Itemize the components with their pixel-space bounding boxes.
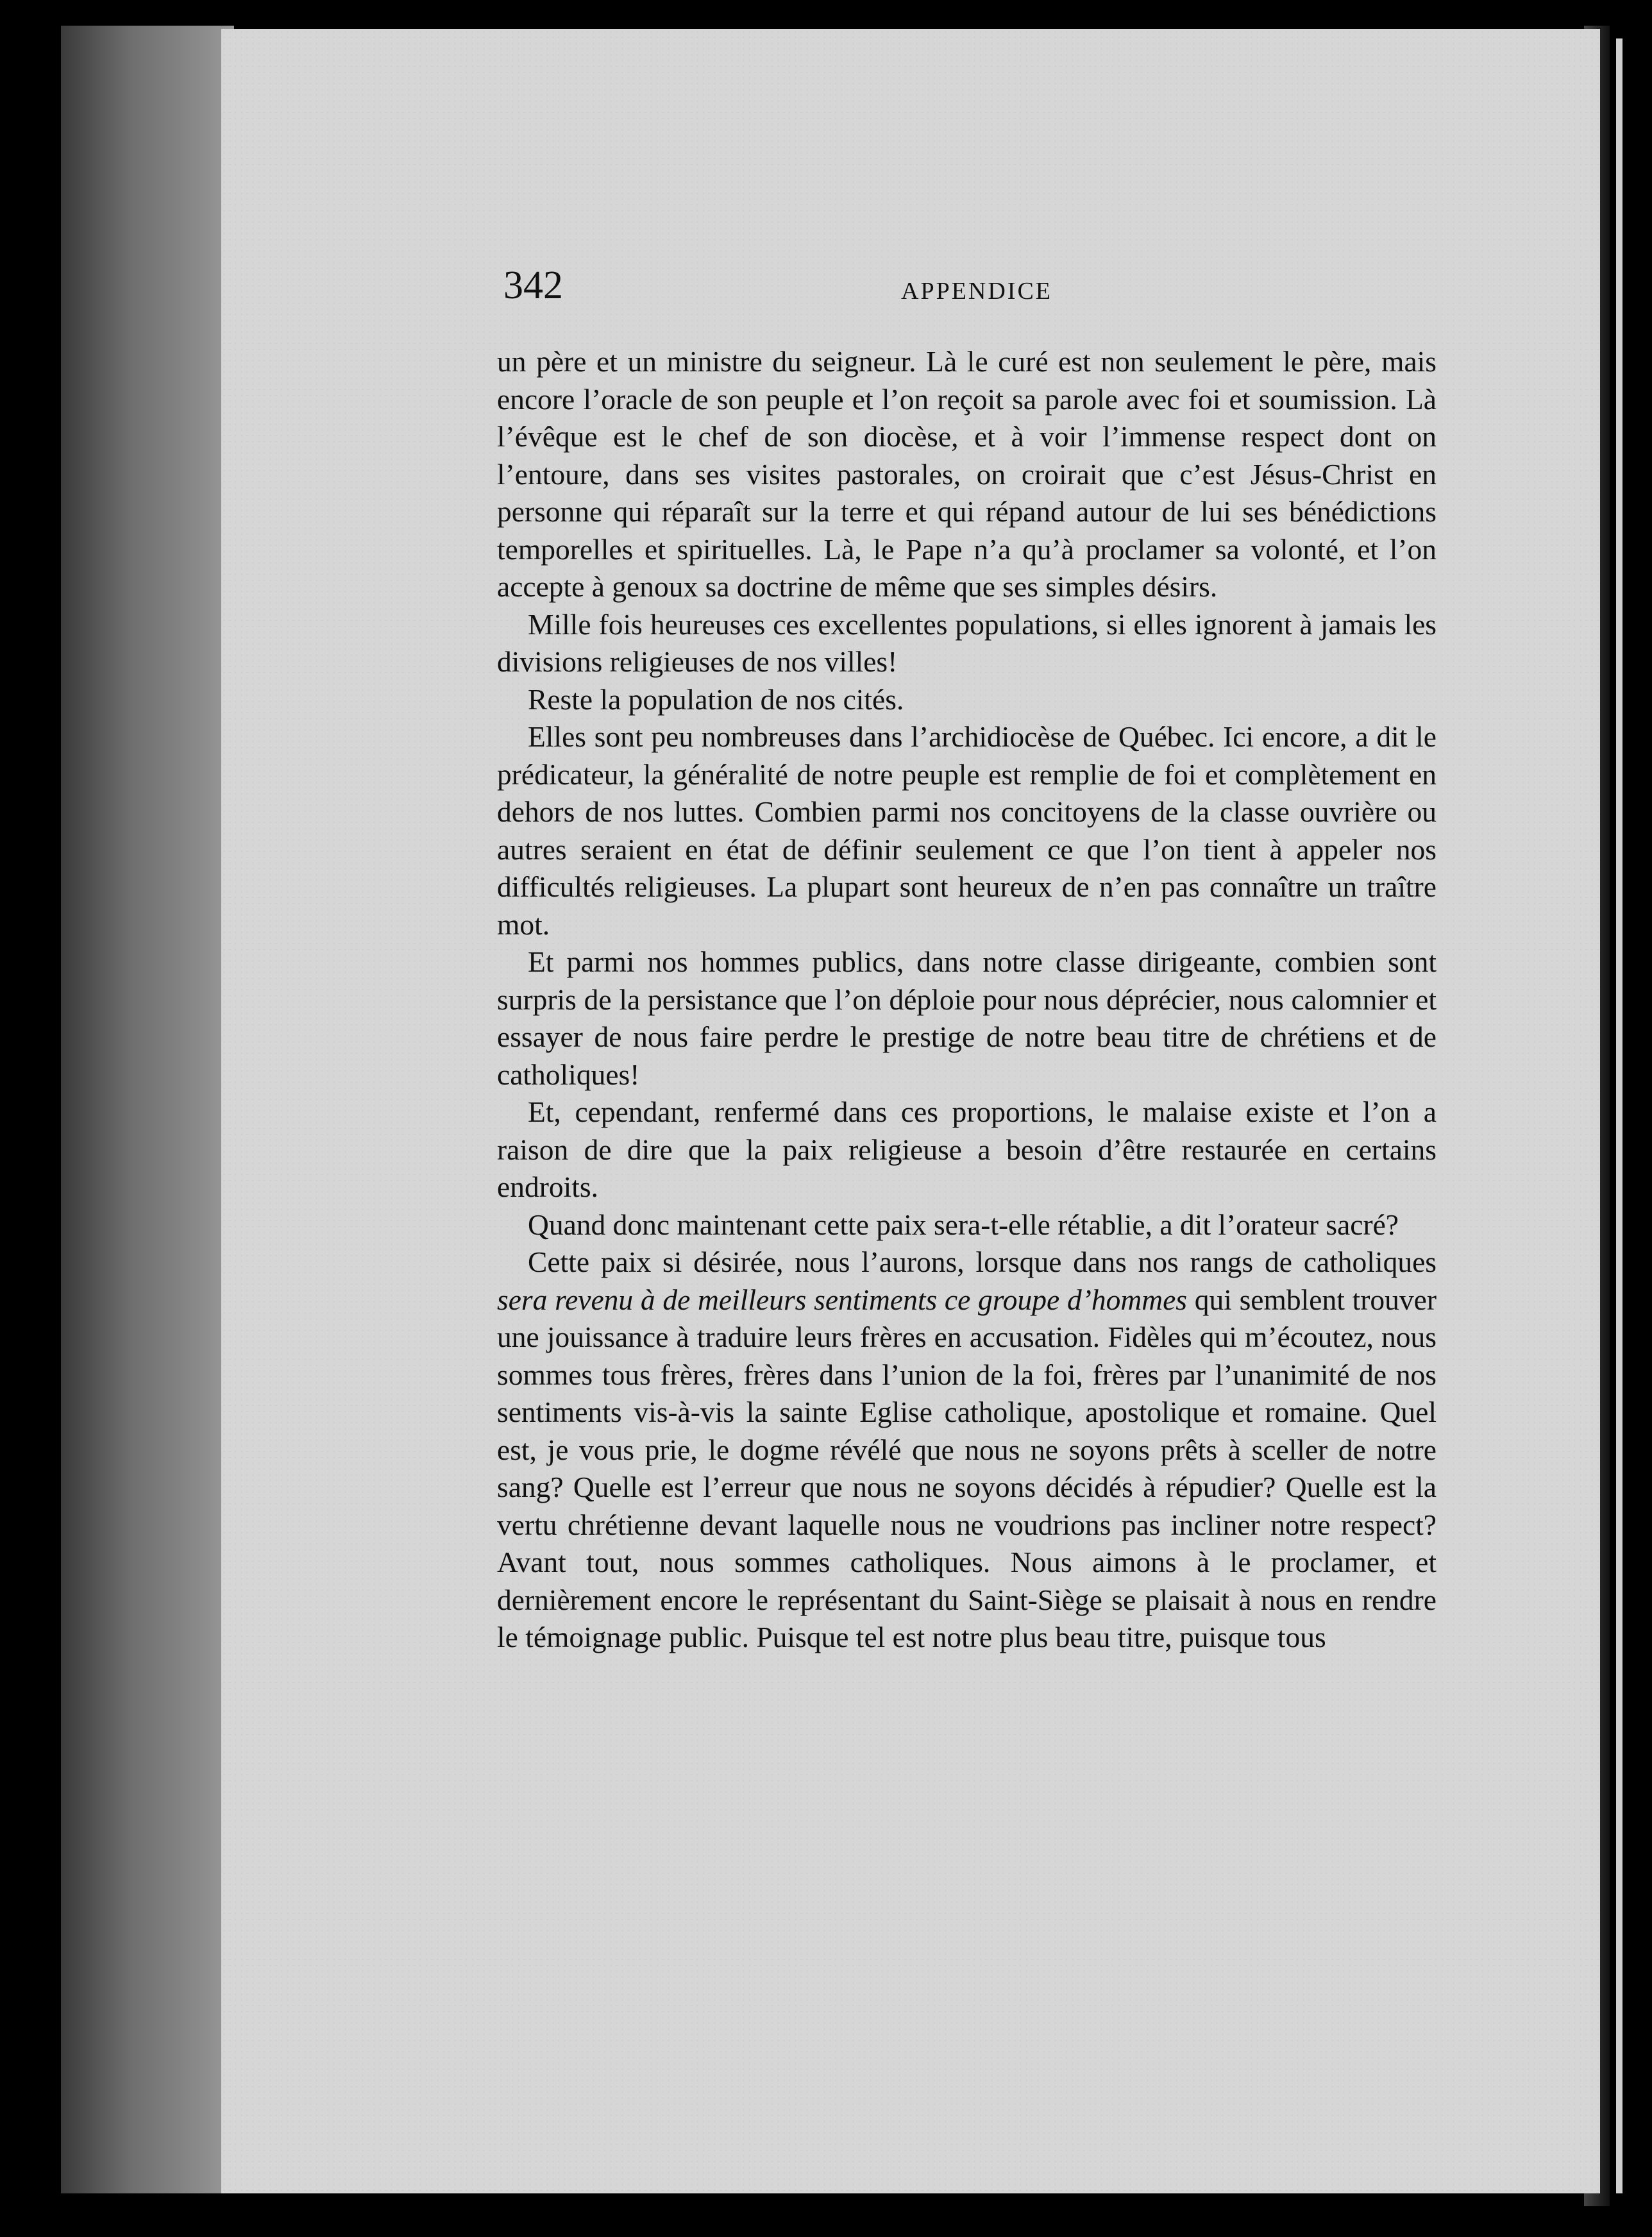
paragraph-2: Mille fois heureuses ces excellentes populations, si elles ignorent à jamais les divisions religieuses de nos villes! — [497, 607, 1437, 678]
paragraph-8 — [497, 1244, 1437, 1657]
paragraph-4: Elles sont peu nombreuses dans l’archidiocèse de Québec. Ici encore, a dit le prédicateur, la généralité de notre peuple est remplie de foi et complètement en dehors de nos luttes. Combien parmi nos concitoyens de la classe ouvrière ou autres seraient en état de définir seulement ce que l’on tient à appeler nos difficultés religieuses. La plupart sont heureux de n’en pas connaître un traître mot. — [497, 720, 1437, 941]
page-number: 342 — [503, 264, 563, 307]
page-header — [503, 263, 1430, 340]
paragraph-3: Reste la population de nos cités. — [528, 682, 904, 716]
paragraph-7: Quand donc maintenant cette paix sera-t-elle rétablie, a dit l’orateur sacré? — [528, 1208, 1399, 1241]
paragraph-8-italic: sera revenu à de meilleurs sentiments ce groupe d’hommes — [497, 1283, 1187, 1316]
paragraph-8-start: Cette paix si désirée, nous l’aurons, lorsque dans nos rangs de catholiques — [528, 1245, 1437, 1278]
facing-page-edge — [1616, 38, 1622, 2193]
page-stack-edges — [61, 26, 234, 2193]
running-head: APPENDICE — [901, 278, 1053, 305]
paragraph-8-end: qui semblent trouver une jouissance à traduire leurs frères en accusation. Fidèles qui m’écoutez, nous sommes tous frères, frères dans l’union de la foi, frères par l’unanimité de nos sentiments vis-à-vis la sainte Eglise catholique, apostolique et romaine. Quel est, je vous prie, le dogme révélé que nous ne soyons prêts à sceller de notre sang? Quelle est l’erreur que nous ne soyons décidés à répudier? Quelle est la vertu chrétienne devant laquelle nous ne voudrions pas incliner notre respect? Avant tout, nous sommes catholiques. Nous aimons à le proclamer, et dernièrement encore le représentant du Saint-Siège se plaisait à nous en rendre le témoignage public. Puisque tel est notre plus beau titre, puisque tous — [497, 1283, 1437, 1653]
body-text — [497, 343, 1437, 1657]
paragraph-6: Et, cependant, renfermé dans ces proportions, le malaise existe et l’on a raison de dire que la paix religieuse a besoin d’être restaurée en certains endroits. — [497, 1095, 1437, 1203]
paragraph-5: Et parmi nos hommes publics, dans notre classe dirigeante, combien sont surpris de la persistance que l’on déploie pour nous déprécier, nous calomnier et essayer de nous faire perdre le prestige de notre beau titre de chrétiens et de catholiques! — [497, 945, 1437, 1091]
paragraph-1: un père et un ministre du seigneur. Là le curé est non seulement le père, mais encore l’oracle de son peuple et l’on reçoit sa parole avec foi et soumission. Là l’évêque est le chef de son diocèse, et à voir l’immense respect dont on l’entoure, dans ses visites pastorales, on croirait que c’est Jésus-Christ en personne qui réparaît sur la terre et qui répand autour de lui ses bénédictions temporelles et spirituelles. Là, le Pape n’a qu’à proclamer sa volonté, et l’on accepte à genoux sa doctrine de même que ses simples désirs. — [497, 345, 1437, 603]
